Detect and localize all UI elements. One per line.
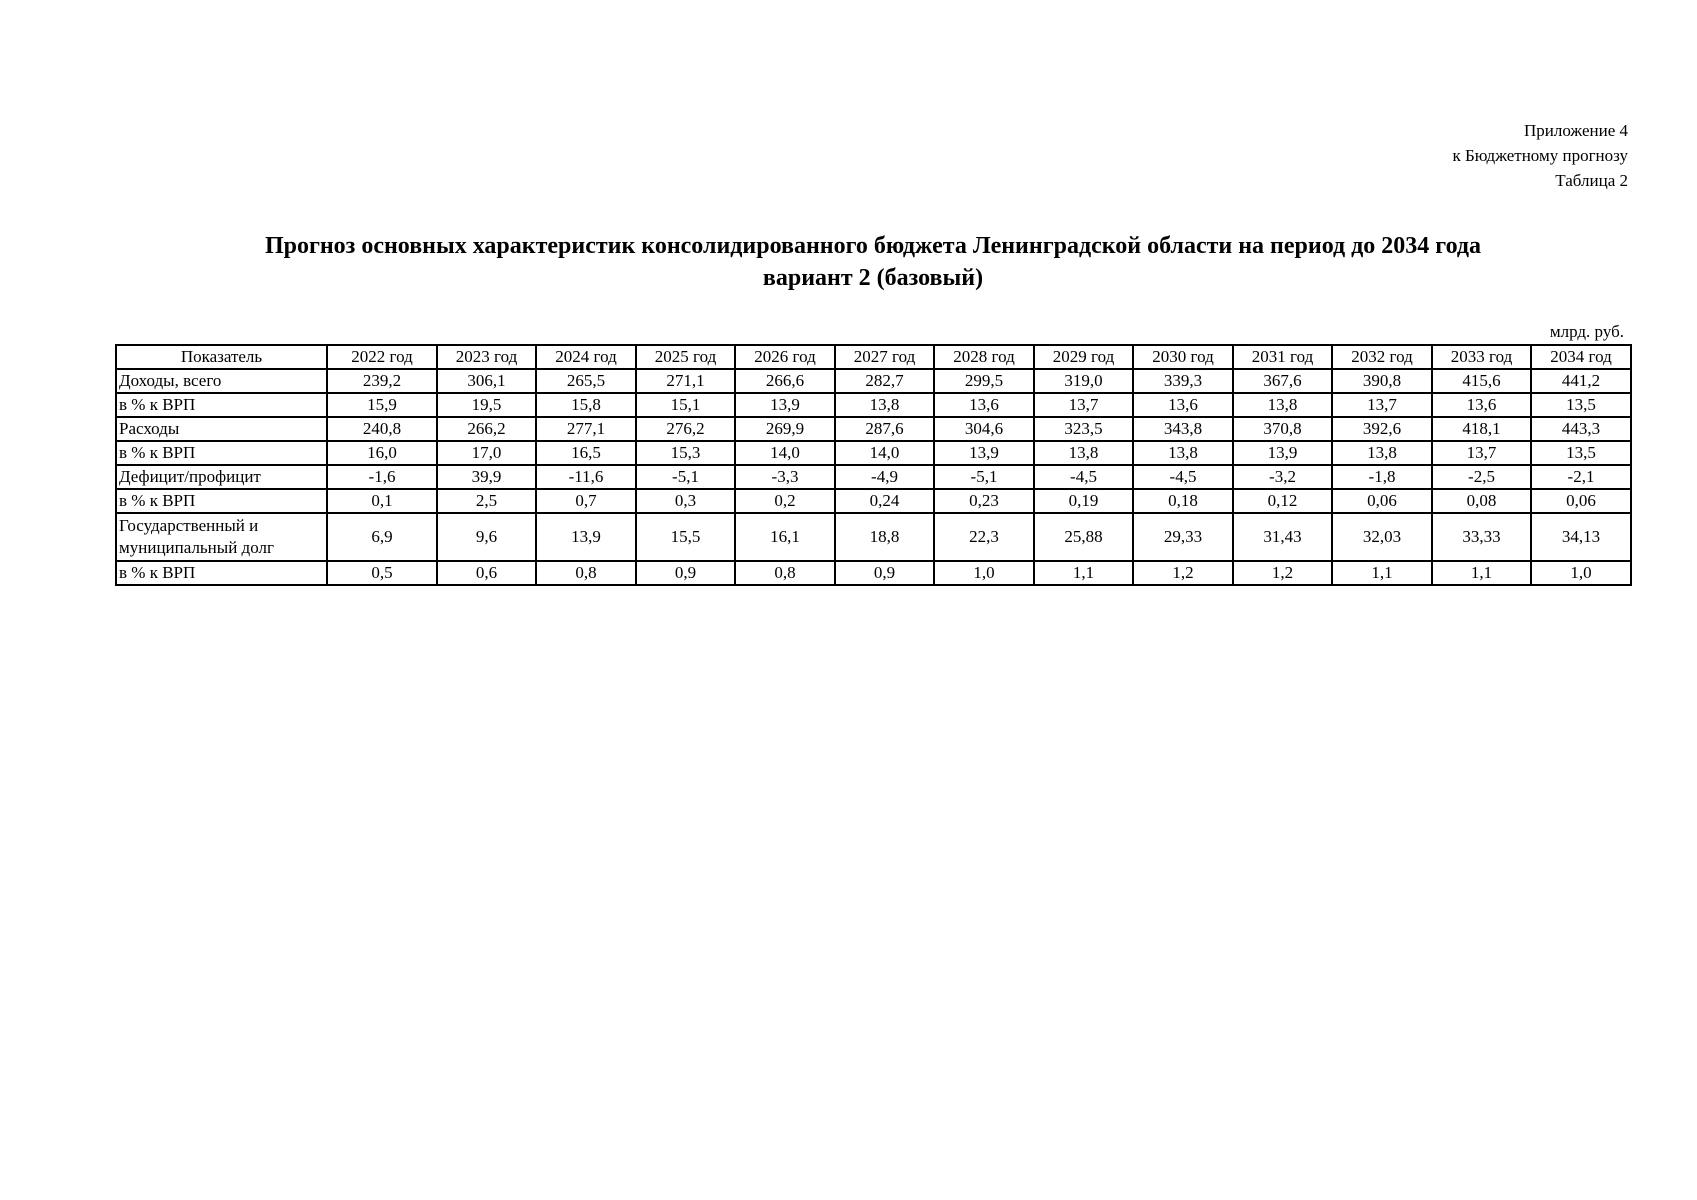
table-cell: 319,0 [1034, 369, 1133, 393]
table-row [116, 513, 1631, 561]
table-cell: -2,5 [1432, 465, 1531, 489]
table-cell: 287,6 [835, 417, 934, 441]
row-label: в % к ВРП [116, 393, 327, 417]
table-cell: 31,43 [1233, 513, 1332, 561]
table-cell: 15,5 [636, 513, 735, 561]
table-cell: 18,8 [835, 513, 934, 561]
table-cell: 1,0 [934, 561, 1034, 585]
table-cell: 13,6 [1432, 393, 1531, 417]
table-cell: 418,1 [1432, 417, 1531, 441]
unit-label: млрд. руб. [1549, 322, 1624, 341]
title-line-1: Прогноз основных характеристик консолидированного бюджета Ленинградской области на период до 2034 года [264, 233, 1482, 259]
row-label: в % к ВРП [116, 489, 327, 513]
table-cell: 13,5 [1531, 393, 1631, 417]
table-cell: 0,08 [1432, 489, 1531, 513]
header-year: 2022 год [327, 345, 437, 369]
table-cell: 306,1 [437, 369, 536, 393]
table-cell: 6,9 [327, 513, 437, 561]
appendix-line-1: Приложение 4 [1524, 121, 1628, 140]
table-cell: 339,3 [1133, 369, 1233, 393]
table-cell: 1,1 [1332, 561, 1432, 585]
table-cell: 271,1 [636, 369, 735, 393]
table-cell: 240,8 [327, 417, 437, 441]
table-cell: 13,9 [1233, 441, 1332, 465]
title-line-2: вариант 2 (базовый) [762, 265, 984, 291]
table-cell: 277,1 [536, 417, 636, 441]
table-cell: 13,9 [934, 441, 1034, 465]
table-cell: 13,8 [1133, 441, 1233, 465]
forecast-table [115, 344, 1632, 586]
header-year: 2031 год [1233, 345, 1332, 369]
table-cell: -1,8 [1332, 465, 1432, 489]
table-cell: 269,9 [735, 417, 835, 441]
table-row [116, 489, 1631, 513]
table-cell: 1,2 [1233, 561, 1332, 585]
table-cell: -1,6 [327, 465, 437, 489]
table-cell: -4,5 [1133, 465, 1233, 489]
row-label: Дефицит/профицит [116, 465, 327, 489]
table-cell: 15,9 [327, 393, 437, 417]
table-cell: 13,8 [1233, 393, 1332, 417]
appendix-line-3: Таблица 2 [1555, 171, 1628, 190]
table-cell: 13,8 [1332, 441, 1432, 465]
header-year: 2027 год [835, 345, 934, 369]
table-cell: 13,9 [536, 513, 636, 561]
table-cell: 1,2 [1133, 561, 1233, 585]
table-cell: 265,5 [536, 369, 636, 393]
table-cell: -3,2 [1233, 465, 1332, 489]
table-cell: 0,06 [1531, 489, 1631, 513]
table-cell: 32,03 [1332, 513, 1432, 561]
header-year: 2034 год [1531, 345, 1631, 369]
table-cell: 0,3 [636, 489, 735, 513]
table-row [116, 465, 1631, 489]
table-cell: 16,0 [327, 441, 437, 465]
table-cell: 25,88 [1034, 513, 1133, 561]
table-cell: 0,8 [536, 561, 636, 585]
table-cell: 13,7 [1432, 441, 1531, 465]
table-cell: -5,1 [636, 465, 735, 489]
table-cell: 22,3 [934, 513, 1034, 561]
table-cell: 0,1 [327, 489, 437, 513]
table-row [116, 561, 1631, 585]
table-cell: 15,3 [636, 441, 735, 465]
table-cell: 13,6 [934, 393, 1034, 417]
table-cell: 16,1 [735, 513, 835, 561]
table-cell: 299,5 [934, 369, 1034, 393]
table-cell: 0,06 [1332, 489, 1432, 513]
table-cell: 13,8 [1034, 441, 1133, 465]
table-cell: 0,9 [835, 561, 934, 585]
table-cell: 323,5 [1034, 417, 1133, 441]
header-indicator: Показатель [116, 345, 327, 369]
table-cell: 0,6 [437, 561, 536, 585]
table-cell: 392,6 [1332, 417, 1432, 441]
header-year: 2025 год [636, 345, 735, 369]
header-year: 2033 год [1432, 345, 1531, 369]
table-cell: 15,8 [536, 393, 636, 417]
table-cell: 16,5 [536, 441, 636, 465]
table-cell: 1,1 [1432, 561, 1531, 585]
table-cell: 13,7 [1332, 393, 1432, 417]
table-cell: 367,6 [1233, 369, 1332, 393]
table-cell: 0,12 [1233, 489, 1332, 513]
table-cell: 39,9 [437, 465, 536, 489]
table-cell: 390,8 [1332, 369, 1432, 393]
header-year: 2032 год [1332, 345, 1432, 369]
table-cell: 2,5 [437, 489, 536, 513]
table-cell: 370,8 [1233, 417, 1332, 441]
header-year: 2029 год [1034, 345, 1133, 369]
table-cell: -5,1 [934, 465, 1034, 489]
table-cell: 29,33 [1133, 513, 1233, 561]
document-title [0, 230, 1697, 294]
table-cell: 304,6 [934, 417, 1034, 441]
table-cell: -11,6 [536, 465, 636, 489]
table-cell: 13,6 [1133, 393, 1233, 417]
table-cell: 9,6 [437, 513, 536, 561]
table-cell: 266,6 [735, 369, 835, 393]
table-row [116, 369, 1631, 393]
row-label: Государственный и муниципальный долг [116, 513, 327, 561]
table-header-row [116, 345, 1631, 369]
row-label: в % к ВРП [116, 441, 327, 465]
table-cell: 13,8 [835, 393, 934, 417]
table-cell: 266,2 [437, 417, 536, 441]
table-cell: 1,1 [1034, 561, 1133, 585]
table-cell: 276,2 [636, 417, 735, 441]
appendix-line-2: к Бюджетному прогнозу [1452, 146, 1628, 165]
table-cell: 0,7 [536, 489, 636, 513]
row-label: Доходы, всего [116, 369, 327, 393]
table-cell: 0,23 [934, 489, 1034, 513]
table-cell: 443,3 [1531, 417, 1631, 441]
header-year: 2026 год [735, 345, 835, 369]
appendix-note [1452, 118, 1628, 193]
table-cell: 14,0 [735, 441, 835, 465]
table-cell: 441,2 [1531, 369, 1631, 393]
row-label: Расходы [116, 417, 327, 441]
table-cell: 34,13 [1531, 513, 1631, 561]
header-year: 2024 год [536, 345, 636, 369]
table-cell: 415,6 [1432, 369, 1531, 393]
table-cell: 0,18 [1133, 489, 1233, 513]
table-cell: 13,9 [735, 393, 835, 417]
table-cell: -3,3 [735, 465, 835, 489]
table-cell: 0,8 [735, 561, 835, 585]
header-year: 2030 год [1133, 345, 1233, 369]
table-cell: -4,5 [1034, 465, 1133, 489]
table-row [116, 417, 1631, 441]
table-cell: 0,19 [1034, 489, 1133, 513]
table-row [116, 393, 1631, 417]
table-cell: -4,9 [835, 465, 934, 489]
header-year: 2028 год [934, 345, 1034, 369]
table-cell: 0,2 [735, 489, 835, 513]
table-cell: 33,33 [1432, 513, 1531, 561]
table-body [116, 369, 1631, 585]
table-cell: 17,0 [437, 441, 536, 465]
row-label: в % к ВРП [116, 561, 327, 585]
table-row [116, 441, 1631, 465]
table-cell: 13,7 [1034, 393, 1133, 417]
header-year: 2023 год [437, 345, 536, 369]
table-cell: 282,7 [835, 369, 934, 393]
table-cell: 343,8 [1133, 417, 1233, 441]
table-cell: -2,1 [1531, 465, 1631, 489]
table-cell: 0,24 [835, 489, 934, 513]
table-cell: 19,5 [437, 393, 536, 417]
table-cell: 13,5 [1531, 441, 1631, 465]
table-cell: 0,5 [327, 561, 437, 585]
table-cell: 1,0 [1531, 561, 1631, 585]
table-cell: 14,0 [835, 441, 934, 465]
table-cell: 239,2 [327, 369, 437, 393]
table-cell: 0,9 [636, 561, 735, 585]
table-cell: 15,1 [636, 393, 735, 417]
